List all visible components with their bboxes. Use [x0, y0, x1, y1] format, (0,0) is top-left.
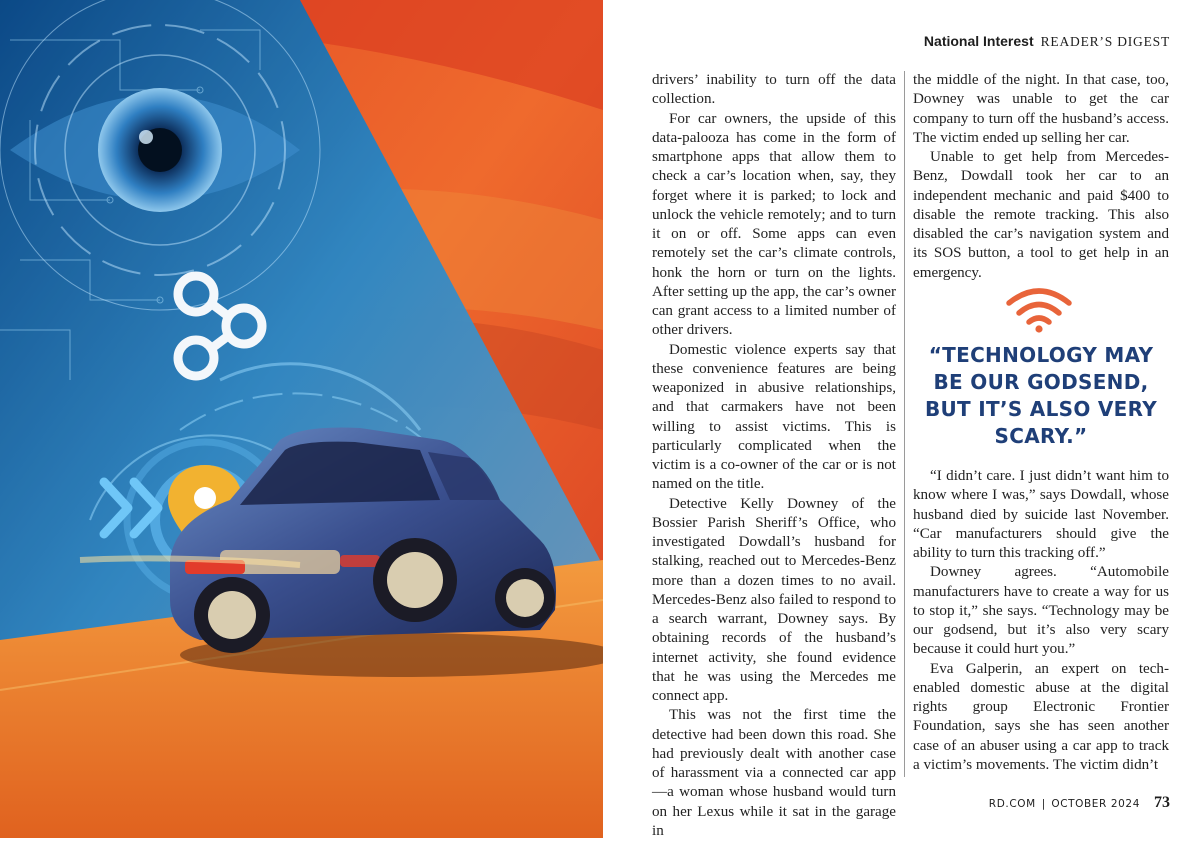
- page-number: 73: [1154, 794, 1170, 811]
- pull-quote: “TECHNOLOGY MAY BE OUR GODSEND, BUT IT’S ALSO VERY SCARY.”: [924, 343, 1158, 448]
- paragraph: Downey agrees. “Automobile manufacturers have to create a way for us to stop it,” she says. “Technology may be our godsend, but it’s also very scary because it could hurt you.”: [913, 564, 1169, 658]
- article-column-1: [652, 71, 896, 841]
- wifi-icon: [1003, 285, 1075, 333]
- paragraph: Eva Galperin, an expert on tech-enabled domestic abuse at the digital rights group Electronic Frontier Foundation, says she has seen another case of an abuser using a car app to track a victim’s movements. The victim didn’t: [913, 660, 1169, 773]
- paragraph: drivers’ inability to turn off the data collection.: [652, 72, 896, 108]
- running-head: [924, 33, 1170, 50]
- paragraph: Domestic violence experts say that these convenience features are being weaponized in abusive relationships, and that carmakers have not been willing to assist victims. This is particularly complicated when the victim is a co-owner of the car or is not named on the title.: [652, 341, 896, 493]
- paragraph: Unable to get help from Mercedes-Benz, Dowdall took her car to an independent mechanic and paid $400 to disable the remote tracking. This also disabled the car’s navigation system and its SOS button, a tool to get help in an emergency.: [913, 149, 1169, 281]
- section-name: National Interest: [923, 33, 1034, 49]
- article-column-2: [913, 71, 1169, 283]
- article-column-2-continued: [913, 467, 1169, 775]
- magazine-name: READER’S DIGEST: [1040, 34, 1170, 49]
- pull-quote-block: [913, 285, 1169, 475]
- paragraph: “I didn’t care. I just didn’t want him to know where I was,” says Dowdall, whose husband died by suicide last November. “Car manufacturers should give the ability to turn this tracking off.”: [913, 468, 1169, 561]
- paragraph: This was not the first time the detective had been down this road. She had previously dealt with another case of harassment via a connected car app—a woman whose husband would turn on her Lexus while it sat in the garage in: [652, 707, 896, 839]
- footer-date: OCTOBER 2024: [1051, 798, 1140, 810]
- paragraph: For car owners, the upside of this data-palooza has come in the form of smartphone apps that allow them to check a car’s location when, say, they forget where it is parked; to lock and unlock the vehicle remotely; and to turn it on or off. Some apps can even remotely set the car’s climate controls, honk the horn or turn on the lights. After setting up the app, the car’s owner can grant access to a limited number of other drivers.: [652, 110, 896, 339]
- page-footer: [989, 794, 1170, 812]
- paragraph: the middle of the night. In that case, too, Downey was unable to get the car company to turn off the husband’s access. The victim ended up selling her car.: [913, 72, 1169, 146]
- footer-site: RD.COM: [988, 798, 1036, 810]
- footer-separator: |: [1041, 798, 1046, 810]
- paragraph: Detective Kelly Downey of the Bossier Parish Sheriff’s Office, who investigated Dowdall’s husband for stalking, reached out to Mercedes-Benz more than a dozen times to no avail. Mercedes-Benz also failed to respond to a search warrant, Downey says. By obtaining records of the husband’s internet activity, she found evidence that he was using the Mercedes me connect app.: [652, 495, 896, 704]
- column-divider: [904, 71, 905, 777]
